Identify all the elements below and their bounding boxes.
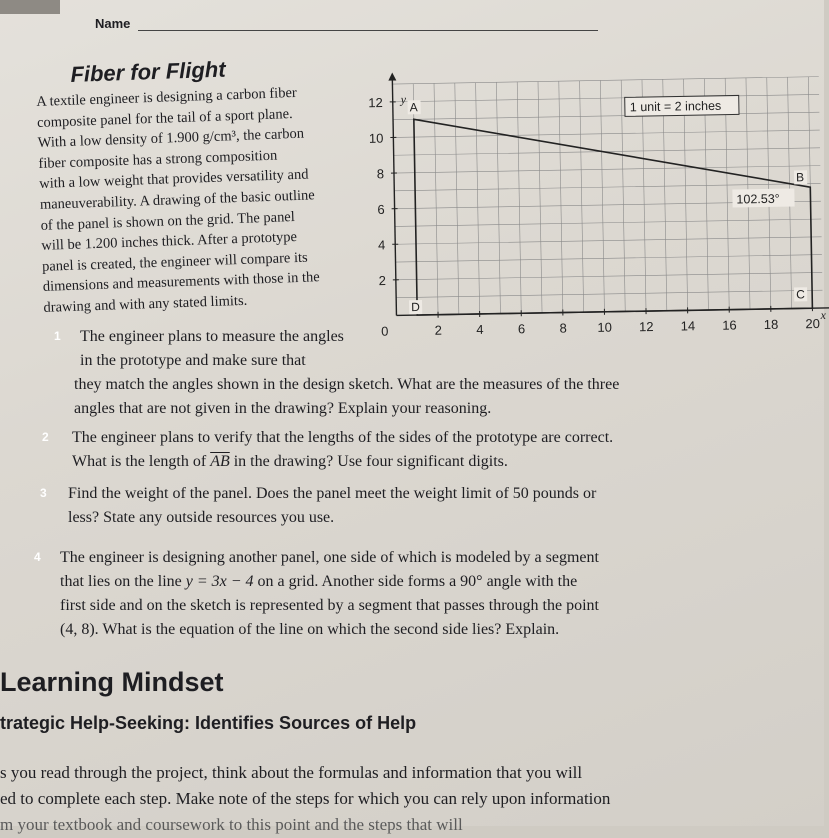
- y-tick-label: 8: [377, 166, 384, 181]
- grid-line-horizontal: [396, 272, 822, 279]
- intro-line: A textile engineer is designing a carbon fiber: [36, 80, 377, 112]
- intro-line: composite panel for the tail of a sport plane.: [37, 101, 378, 133]
- y-tick-label: 6: [377, 202, 384, 217]
- x-tick-label: 10: [597, 320, 612, 335]
- x-axis-label: x: [819, 308, 826, 322]
- question-text: first side and on the sketch is represented by a segment that passes through the point: [60, 594, 720, 618]
- point-label: C: [796, 287, 805, 301]
- question-number: 2: [42, 425, 49, 449]
- y-axis-label: y: [400, 92, 407, 106]
- scale-box: [625, 95, 739, 116]
- question-3: [26, 482, 686, 530]
- grid-line-horizontal: [396, 255, 822, 262]
- grid-line-horizontal: [395, 219, 821, 226]
- panel-shape: [414, 112, 813, 315]
- x-tick-label: 4: [476, 322, 483, 337]
- question-text-part: on a grid. Another side forms a 90° angle with the: [254, 573, 578, 590]
- question-text: they match the angles shown in the design sketch. What are the measures of the three: [74, 373, 680, 397]
- grid-line-vertical: [600, 80, 604, 311]
- point-label: B: [796, 170, 804, 184]
- name-line: [138, 30, 598, 31]
- angle-box: [732, 188, 794, 207]
- question-4: [20, 546, 720, 642]
- project-title: Fiber for Flight: [70, 57, 226, 88]
- grid-line-vertical: [455, 83, 459, 314]
- question-text: The engineer plans to measure the angles: [80, 325, 680, 349]
- grid-line-vertical: [434, 83, 438, 314]
- intro-line: will be 1.200 inches thick. After a prototype: [41, 224, 382, 256]
- grid-line-horizontal: [396, 290, 822, 297]
- question-text-part: that lies on the line: [60, 573, 186, 590]
- x-tick-label: 12: [639, 319, 654, 334]
- grid-line-horizontal: [394, 166, 820, 173]
- point-label: A: [410, 100, 418, 114]
- scale-label: 1 unit = 2 inches: [630, 99, 722, 115]
- panel-outline: [414, 112, 813, 315]
- point-label: D: [411, 300, 420, 314]
- name-label: Name: [95, 16, 130, 31]
- grid-line-vertical: [559, 81, 563, 312]
- question-number: 3: [40, 481, 47, 505]
- line-equation: y = 3x − 4: [186, 573, 254, 590]
- learning-mindset-body: [0, 760, 740, 838]
- mindset-line: ed to complete each step. Make note of the steps for which you can rely upon information: [0, 786, 740, 812]
- intro-line: drawing and with any stated limits.: [43, 286, 384, 318]
- y-tick-label: 2: [378, 273, 385, 288]
- question-text: Find the weight of the panel. Does the panel meet the weight limit of 50 pounds or: [68, 482, 686, 506]
- grid-line-horizontal: [393, 112, 819, 119]
- question-number-badge: [28, 428, 66, 446]
- question-text: (4, 8). What is the equation of the line on which the second side lies? Explain.: [60, 618, 720, 642]
- project-intro: [36, 80, 384, 318]
- intro-line: fiber composite has a strong composition: [38, 142, 379, 174]
- x-tick-label: 2: [435, 323, 442, 338]
- question-text-part: in the drawing? Use four significant digits.: [230, 453, 508, 470]
- x-tick-label: 20: [805, 316, 820, 331]
- question-1: [40, 325, 680, 421]
- segment-ab: $\overline{AB}$: [210, 453, 230, 470]
- x-tick-label: 14: [681, 318, 696, 333]
- learning-mindset-subtitle: trategic Help-Seeking: Identifies Sources of Help: [0, 713, 416, 734]
- grid-line-vertical: [580, 81, 584, 312]
- x-tick-label: 18: [764, 317, 779, 332]
- learning-mindset-title: Learning Mindset: [0, 667, 224, 698]
- y-tick-label: 4: [378, 237, 385, 252]
- question-text: less? State any outside resources you use.: [68, 506, 686, 530]
- x-tick-label: 0: [381, 324, 388, 339]
- grid-line-vertical: [538, 82, 542, 313]
- y-tick-label: 12: [368, 95, 383, 110]
- question-text-part: What is the length of: [72, 453, 210, 470]
- intro-line: dimensions and measurements with those in the: [42, 265, 383, 297]
- grid-line-horizontal: [392, 77, 818, 84]
- question-number-badge: [26, 484, 64, 502]
- intro-line: of the panel is shown on the grid. The panel: [40, 204, 381, 236]
- intro-line: panel is created, the engineer will compare its: [42, 245, 383, 277]
- grid-line-vertical: [517, 82, 521, 313]
- question-text: The engineer plans to verify that the lengths of the sides of the prototype are correct.: [72, 426, 688, 450]
- y-tick-label: 10: [369, 131, 384, 146]
- intro-line: maneuverability. A drawing of the basic outline: [40, 183, 381, 215]
- x-tick-label: 8: [559, 320, 566, 335]
- question-text: [72, 450, 688, 474]
- page-corner-strip: [0, 0, 60, 14]
- grid-line-horizontal: [393, 94, 819, 101]
- question-text: [60, 570, 720, 594]
- question-number: 4: [34, 545, 41, 569]
- grid-line-horizontal: [395, 237, 821, 244]
- tick-labels: [368, 87, 820, 338]
- grid-line-horizontal: [393, 130, 819, 137]
- mindset-line: s you read through the project, think about the formulas and information that you will: [0, 760, 740, 786]
- grid-line-vertical: [496, 82, 500, 313]
- mindset-line: m your textbook and coursework to this point and the steps that will: [0, 812, 740, 838]
- question-text: in the prototype and make sure that: [80, 349, 680, 373]
- question-number-badge: [20, 548, 58, 566]
- grid-line-vertical: [476, 83, 480, 314]
- intro-line: With a low density of 1.900 g/cm³, the carbon: [37, 121, 378, 153]
- question-text: The engineer is designing another panel, one side of which is modeled by a segment: [60, 546, 720, 570]
- panel-grid-diagram: [362, 52, 829, 350]
- x-tick-label: 16: [722, 318, 737, 333]
- x-tick-label: 6: [518, 321, 525, 336]
- question-text: angles that are not given in the drawing? Explain your reasoning.: [74, 397, 680, 421]
- question-2: [28, 426, 688, 474]
- y-axis-arrow: [388, 72, 396, 80]
- question-number: 1: [54, 324, 61, 348]
- angle-label: 102.53°: [736, 192, 779, 207]
- intro-line: with a low weight that provides versatility and: [39, 162, 380, 194]
- question-number-badge: [40, 327, 78, 345]
